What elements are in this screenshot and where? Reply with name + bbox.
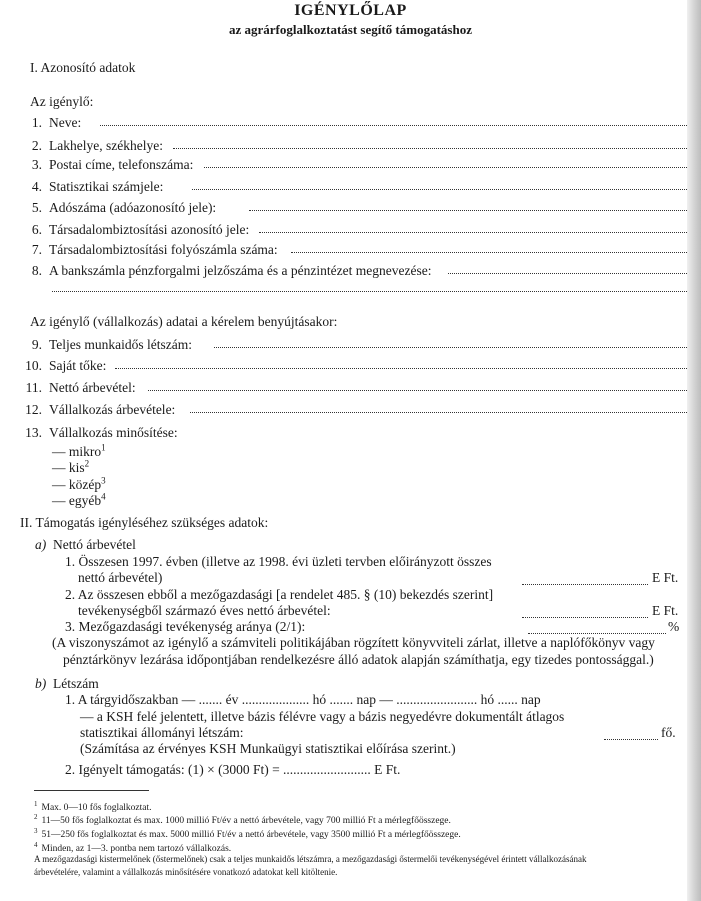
a2-unit: E Ft. [652,603,679,618]
b1-unit: fő. [661,725,676,740]
a3-text: 3. Mezőgazdasági tevékenység aránya (2/1): [65,619,306,634]
classification-option[interactable]: — egyéb$^4$ [52,491,106,508]
subsection-b-title: b) Létszám [35,676,99,691]
a-note: pénztárkönyv lezárása időpontjában rendelkezésre álló adatok alapján számíthatja, egy tizedes pontossággal.) [63,652,654,667]
field-label: Társadalombiztosítási azonosító jele: [49,222,250,237]
page-subtitle: az agrárfoglalkoztatást segítő támogatáshoz [229,22,472,37]
field-input-line[interactable] [259,222,687,233]
field-input-line-continued[interactable] [52,281,687,292]
footnote: $^4$ Minden, az 1—3. pontba nem tartozó vállalkozás. [34,841,232,855]
field-input-line[interactable] [148,380,687,391]
field-input-line[interactable] [115,358,687,369]
field-input-line[interactable] [214,337,687,348]
a1-unit: E Ft. [652,570,679,585]
field-label: Lakhelye, székhelye: [49,138,163,153]
field-label: Vállalkozás minősítése: [49,425,178,440]
classification-option[interactable]: — mikro$^1$ [52,442,106,459]
b1-text[interactable]: 1. A tárgyidőszakban — ....... év .................... hó ....... nap — ........................ hó ...... nap [65,692,541,707]
a1-input-line[interactable] [522,574,648,585]
field-label: Saját tőke: [49,358,107,373]
field-number: 2. [31,138,42,153]
field-input-line[interactable] [192,179,687,190]
a3-input-line[interactable] [528,623,666,634]
classification-option[interactable]: — közép$^3$ [52,475,106,492]
field-label: Teljes munkaidős létszám: [49,337,193,352]
a-note: (A viszonyszámot az igénylő a számviteli politikájában rögzített könyvviteli zárlat, illetve a naplófőkönyv vagy [52,635,655,650]
field-label: A bankszámla pénzforgalmi jelzőszáma és a pénzintézet megnevezése: [49,263,432,278]
b1-input-line[interactable] [604,729,658,740]
field-number: 10. [25,358,42,373]
field-input-line[interactable] [204,157,687,168]
a2-text: tevékenységből származó éves nettó árbevétel: [78,603,331,618]
footnote: $^1$ Max. 0—10 fős foglalkoztat. [34,800,152,814]
a2-text: 2. Az összesen ebből a mezőgazdasági [a rendelet 485. § (10) bekezdés szerint] [65,587,494,602]
field-number: 12. [25,402,42,417]
field-input-line[interactable] [249,200,687,211]
field-number: 1. [31,115,42,130]
field-label: Neve: [49,115,82,130]
field-number: 9. [31,337,42,352]
b1-note: (Számítása az érvényes KSH Munkaügyi statisztikai előírása szerint.) [80,741,456,756]
b2-text[interactable]: 2. Igényelt támogatás: (1) × (3000 Ft) = .......................... E Ft. [65,762,401,777]
applicant-intro: Az igénylő: [30,94,94,109]
field-number: 11. [25,380,42,395]
field-label: Postai címe, telefonszáma: [49,157,194,172]
field-number: 7. [31,242,42,257]
field-number: 5. [31,200,42,215]
footer-note: árbevételére, valamint a vállalkozás minősítésére vonatkozó adatokat kell kitöltenie. [34,867,338,877]
a1-text: 1. Összesen 1997. évben (illetve az 1998. évi üzleti tervben előirányzott összes [65,554,492,569]
footnote-separator [34,790,149,791]
field-input-line[interactable] [173,138,687,149]
b1-text: — a KSH felé jelentett, illetve bázis félévre vagy a bázis negyedévre dokumentált átlagos [80,709,565,724]
field-label: Adószáma (adóazonosító jele): [49,200,217,215]
b1-text: statisztikai állományi létszám: [80,725,244,740]
scan-edge [687,0,701,901]
field-label: Társadalombiztosítási folyószámla száma: [49,242,278,257]
field-number: 3. [31,157,42,172]
section2-heading: II. Támogatás igényléséhez szükséges adatok: [20,515,269,530]
a2-input-line[interactable] [522,607,648,618]
a3-unit: % [668,619,680,634]
footnote: $^2$ 11—50 fős foglalkoztat és max. 1000 millió Ft/év a nettó árbevétele, vagy 700 millió Ft a mérlegfőösszege. [34,813,451,827]
a1-text: nettó árbevétel) [78,570,163,585]
business-intro: Az igénylő (vállalkozás) adatai a kérelem benyújtásakor: [30,314,338,329]
field-input-line[interactable] [100,115,687,126]
classification-option[interactable]: — kis$^2$ [52,458,90,475]
field-input-line[interactable] [291,242,687,253]
field-number: 6. [31,222,42,237]
field-number: 8. [31,263,42,278]
page-title: IGÉNYLŐLAP [294,2,407,19]
footnote: $^3$ 51—250 fős foglalkoztat és max. 5000 millió Ft/év a nettó árbevétele, vagy 3500 millió Ft a mérlegfőösszege. [34,827,461,841]
section1-heading: I. Azonosító adatok [30,60,136,75]
field-input-line[interactable] [190,402,687,413]
field-label: Nettó árbevétel: [49,380,136,395]
field-label: Vállalkozás árbevétele: [49,402,176,417]
field-input-line[interactable] [448,263,687,274]
field-number: 4. [31,179,42,194]
footer-note: A mezőgazdasági kistermelőnek (őstermelőnek) csak a teljes munkaidős létszámra, a mezőgazdasági őstermelői tevékenységével érintett vállalkozásának [34,854,587,864]
field-label: Statisztikai számjele: [49,179,164,194]
field-number: 13. [25,425,42,440]
subsection-a-title: a) Nettó árbevétel [35,537,136,552]
